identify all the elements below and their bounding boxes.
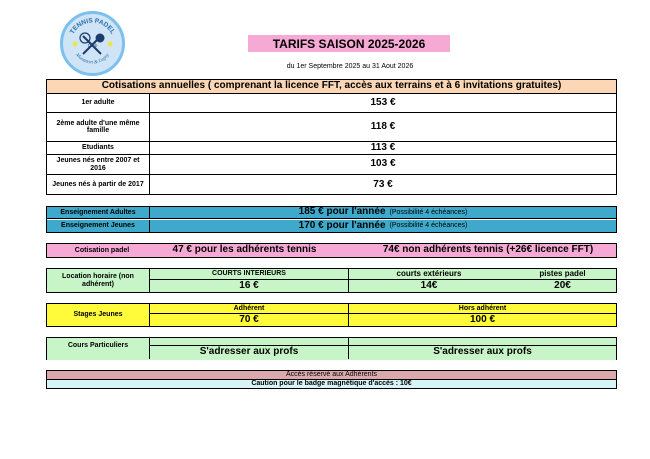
location-label: Location horaire (non adhérent) [47,269,150,292]
enseignement-adultes-price: 185 € pour l'année [298,206,386,218]
cotisation-price: 153 € [150,94,616,113]
stages-label: Stages Jeunes [47,304,150,326]
padel-adherents-price: 47 € pour les adhérents tennis [172,244,317,256]
cotisation-price: 73 € [373,178,393,190]
courts-interieurs-price: 16 € [150,280,349,292]
padel-label: Cotisation padel [74,246,130,254]
cotisation-label: Etudiants [47,142,150,155]
cours-col-divider [348,338,349,346]
cotisations-header: Cotisations annuelles ( comprenant la licence FFT, accès aux terrains et à 6 invitations gratuites) [47,80,616,94]
cotisation-label: 1er adulte [47,94,150,113]
courts-exterieurs-header: courts extérieurs [349,269,509,280]
cotisation-label: 2ème adulte d'une même famille [47,113,150,142]
acces-caution: Caution pour le badge magnétique d'accès : 10€ [46,379,617,389]
stages-hors-price: 100 € [469,313,496,325]
enseignement-jeunes-price: 170 € pour l'année [298,219,386,231]
enseignement-adultes-price-row [150,207,616,219]
cotisation-price: 113 € [150,142,616,155]
pistes-padel-price: 20€ [554,279,571,291]
svg-text:TENNIS PADEL: TENNIS PADEL [68,17,117,36]
enseignement-adultes-label: Enseignement Adultes [47,207,150,219]
season-dates: du 1er Septembre 2025 au 31 Aout 2026 [286,62,414,70]
cours-label: Cours Particuliers [47,338,150,359]
stages-adherent-header: Adhérent [150,304,349,314]
cotisation-label: Jeunes nés entre 2007 et 2016 [47,155,150,175]
cotisation-label: Jeunes nés à partir de 2017 [47,175,150,195]
stages-hors-header: Hors adhérent [349,304,616,314]
svg-text:Club: Club [87,44,98,49]
enseignement-jeunes-price-row [150,220,616,232]
cours-col2: S'adresser aux profs [433,346,532,358]
enseignement-adultes-note: (Possibilité 4 échéances) [389,208,468,216]
enseignement-jeunes-label: Enseignement Jeunes [47,220,150,232]
svg-text:Montmort & Lugny: Montmort & Lugny [74,52,111,66]
stages-adherent-price: 70 € [150,314,349,326]
logo-graphic [63,14,122,73]
enseignement-jeunes-note: (Possibilité 4 échéances) [389,222,468,230]
cours-col1: S'adresser aux profs [150,346,349,359]
cotisation-price: 118 € [150,113,616,142]
club-logo [60,11,125,76]
acces-adherents: Accès réservé aux Adhérents [46,370,617,380]
page-title: TARIFS SAISON 2025-2026 [248,35,450,52]
courts-exterieurs-price: 14€ [420,279,438,291]
padel-non-adherents-price: 74€ non adhérents tennis (+26€ licence FFT) [382,244,594,256]
pistes-padel-header: pistes padel [509,269,616,280]
courts-interieurs-header: COURTS INTERIEURS [150,269,349,280]
cotisation-price: 103 € [150,155,616,175]
